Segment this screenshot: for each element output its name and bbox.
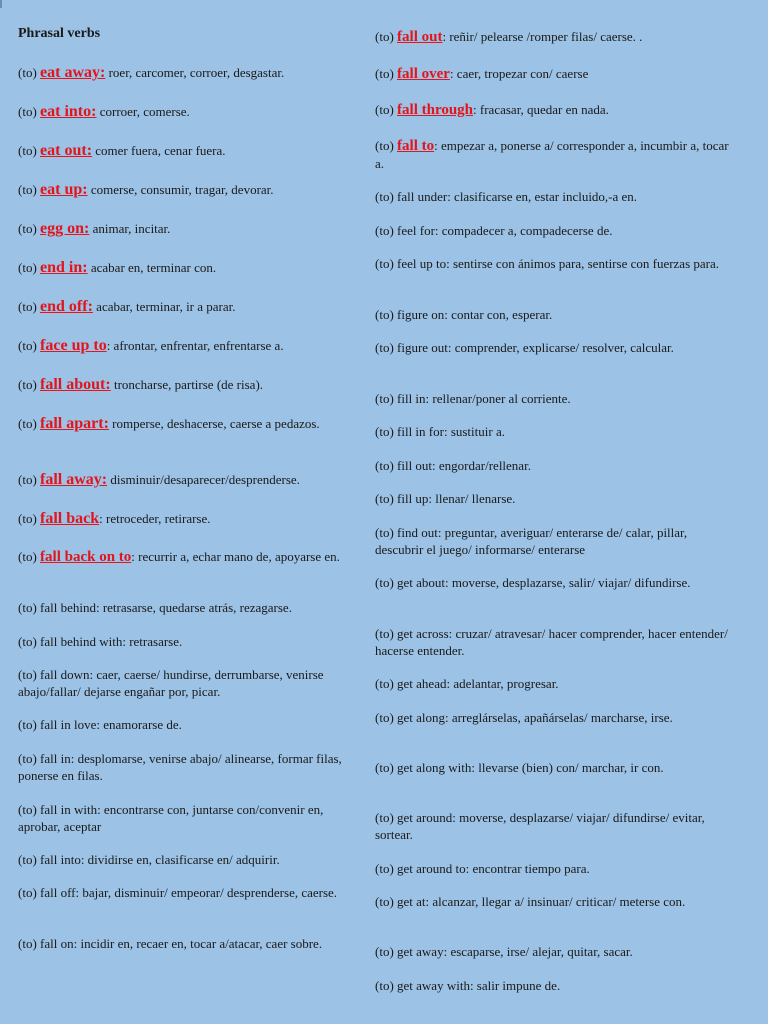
entry-fill-in: (to) fill in: rellenar/poner al corriente. (375, 391, 571, 406)
entry-get-ahead: (to) get ahead: adelantar, progresar. (375, 676, 559, 691)
entry-eat-up: (to) eat up: comerse, consumir, tragar, devorar. (18, 181, 274, 198)
entry-fill-up: (to) fill up: llenar/ llenarse. (375, 491, 516, 506)
entry-figure-on: (to) figure on: contar con, esperar. (375, 307, 553, 322)
entry-fall-apart: (to) fall apart: romperse, deshacerse, caerse a pedazos. (18, 415, 320, 432)
entry-get-at: (to) get at: alcanzar, llegar a/ insinuar/ criticar/ meterse con. (375, 894, 686, 909)
entry-feel-for: (to) feel for: compadecer a, compadecerse de. (375, 223, 613, 238)
entry-get-around: (to) get around: moverse, desplazarse/ viajar/ difundirse/ evitar, sortear. (375, 810, 705, 842)
entry-fall-through: (to) fall through: fracasar, quedar en nada. (375, 102, 609, 118)
entry-fall-back-on-to: (to) fall back on to: recurrir a, echar mano de, apoyarse en. (18, 549, 340, 565)
entry-fall-to: (to) fall to: empezar a, ponerse a/ corresponder a, incumbir a, tocar a. (375, 138, 729, 171)
entry-fall-off: (to) fall off: bajar, disminuir/ empeorar/ desprenderse, caerse. (18, 885, 338, 900)
document-title: Phrasal verbs (18, 26, 101, 41)
entry-eat-out: (to) eat out: comer fuera, cenar fuera. (18, 142, 226, 159)
entry-get-away-with: (to) get away with: salir impune de. (375, 978, 561, 993)
entry-fill-out: (to) fill out: engordar/rellenar. (375, 458, 531, 473)
entry-fall-over: (to) fall over: caer, tropezar con/ caerse (375, 66, 589, 82)
page-corner-mark (0, 0, 2, 8)
entry-get-about: (to) get about: moverse, desplazarse, salir/ viajar/ difundirse. (375, 575, 691, 590)
entry-feel-up-to: (to) feel up to: sentirse con ánimos para, sentirse con fuerzas para. (375, 256, 720, 271)
entry-fill-in-for: (to) fill in for: sustituir a. (375, 424, 505, 439)
entry-eat-away: (to) eat away: roer, carcomer, corroer, desgastar. (18, 64, 285, 81)
entry-eat-into: (to) eat into: corroer, comerse. (18, 103, 190, 120)
entry-get-around-to: (to) get around to: encontrar tiempo para. (375, 861, 590, 876)
entry-fall-down: (to) fall down: caer, caerse/ hundirse, derrumbarse, venirse abajo/fallar/ dejarse engañar por, picar. (18, 667, 324, 699)
entry-fall-about: (to) fall about: troncharse, partirse (de risa). (18, 376, 264, 393)
entry-get-away: (to) get away: escaparse, irse/ alejar, quitar, sacar. (375, 944, 633, 959)
entry-get-across: (to) get across: cruzar/ atravesar/ hacer comprender, hacer entender/ hacerse entender. (375, 626, 728, 658)
entry-figure-out: (to) figure out: comprender, explicarse/ resolver, calcular. (375, 340, 674, 355)
entry-fall-in-with: (to) fall in with: encontrarse con, juntarse con/convenir en, aprobar, aceptar (18, 802, 324, 834)
entry-fall-away: (to) fall away: disminuir/desaparecer/desprenderse. (18, 471, 300, 488)
entry-fall-on: (to) fall on: incidir en, recaer en, tocar a/atacar, caer sobre. (18, 936, 323, 951)
entry-fall-back: (to) fall back: retroceder, retirarse. (18, 510, 211, 527)
entry-find-out: (to) find out: preguntar, averiguar/ enterarse de/ calar, pillar, descubrir el juego/ informarse/ enterarse (375, 525, 688, 557)
entry-fall-in: (to) fall in: desplomarse, venirse abajo/ alinearse, formar filas, ponerse en filas. (18, 751, 342, 783)
entry-face-up-to: (to) face up to: afrontar, enfrentar, enfrentarse a. (18, 337, 284, 354)
entry-fall-behind-with: (to) fall behind with: retrasarse. (18, 634, 183, 649)
entry-fall-behind: (to) fall behind: retrasarse, quedarse atrás, rezagarse. (18, 600, 292, 615)
entry-fall-out: (to) fall out: reñir/ pelearse /romper filas/ caerse. . (375, 29, 643, 45)
entry-fall-into: (to) fall into: dividirse en, clasificarse en/ adquirir. (18, 852, 280, 867)
entry-egg-on: (to) egg on: animar, incitar. (18, 220, 171, 237)
entry-fall-under: (to) fall under: clasificarse en, estar incluido,-a en. (375, 189, 638, 204)
entry-fall-in-love: (to) fall in love: enamorarse de. (18, 717, 182, 732)
entry-end-off: (to) end off: acabar, terminar, ir a parar. (18, 298, 236, 315)
entry-get-along: (to) get along: arreglárselas, apañárselas/ marcharse, irse. (375, 710, 673, 725)
entry-end-in: (to) end in: acabar en, terminar con. (18, 259, 217, 276)
entry-get-along-with: (to) get along with: llevarse (bien) con/ marchar, ir con. (375, 760, 664, 775)
